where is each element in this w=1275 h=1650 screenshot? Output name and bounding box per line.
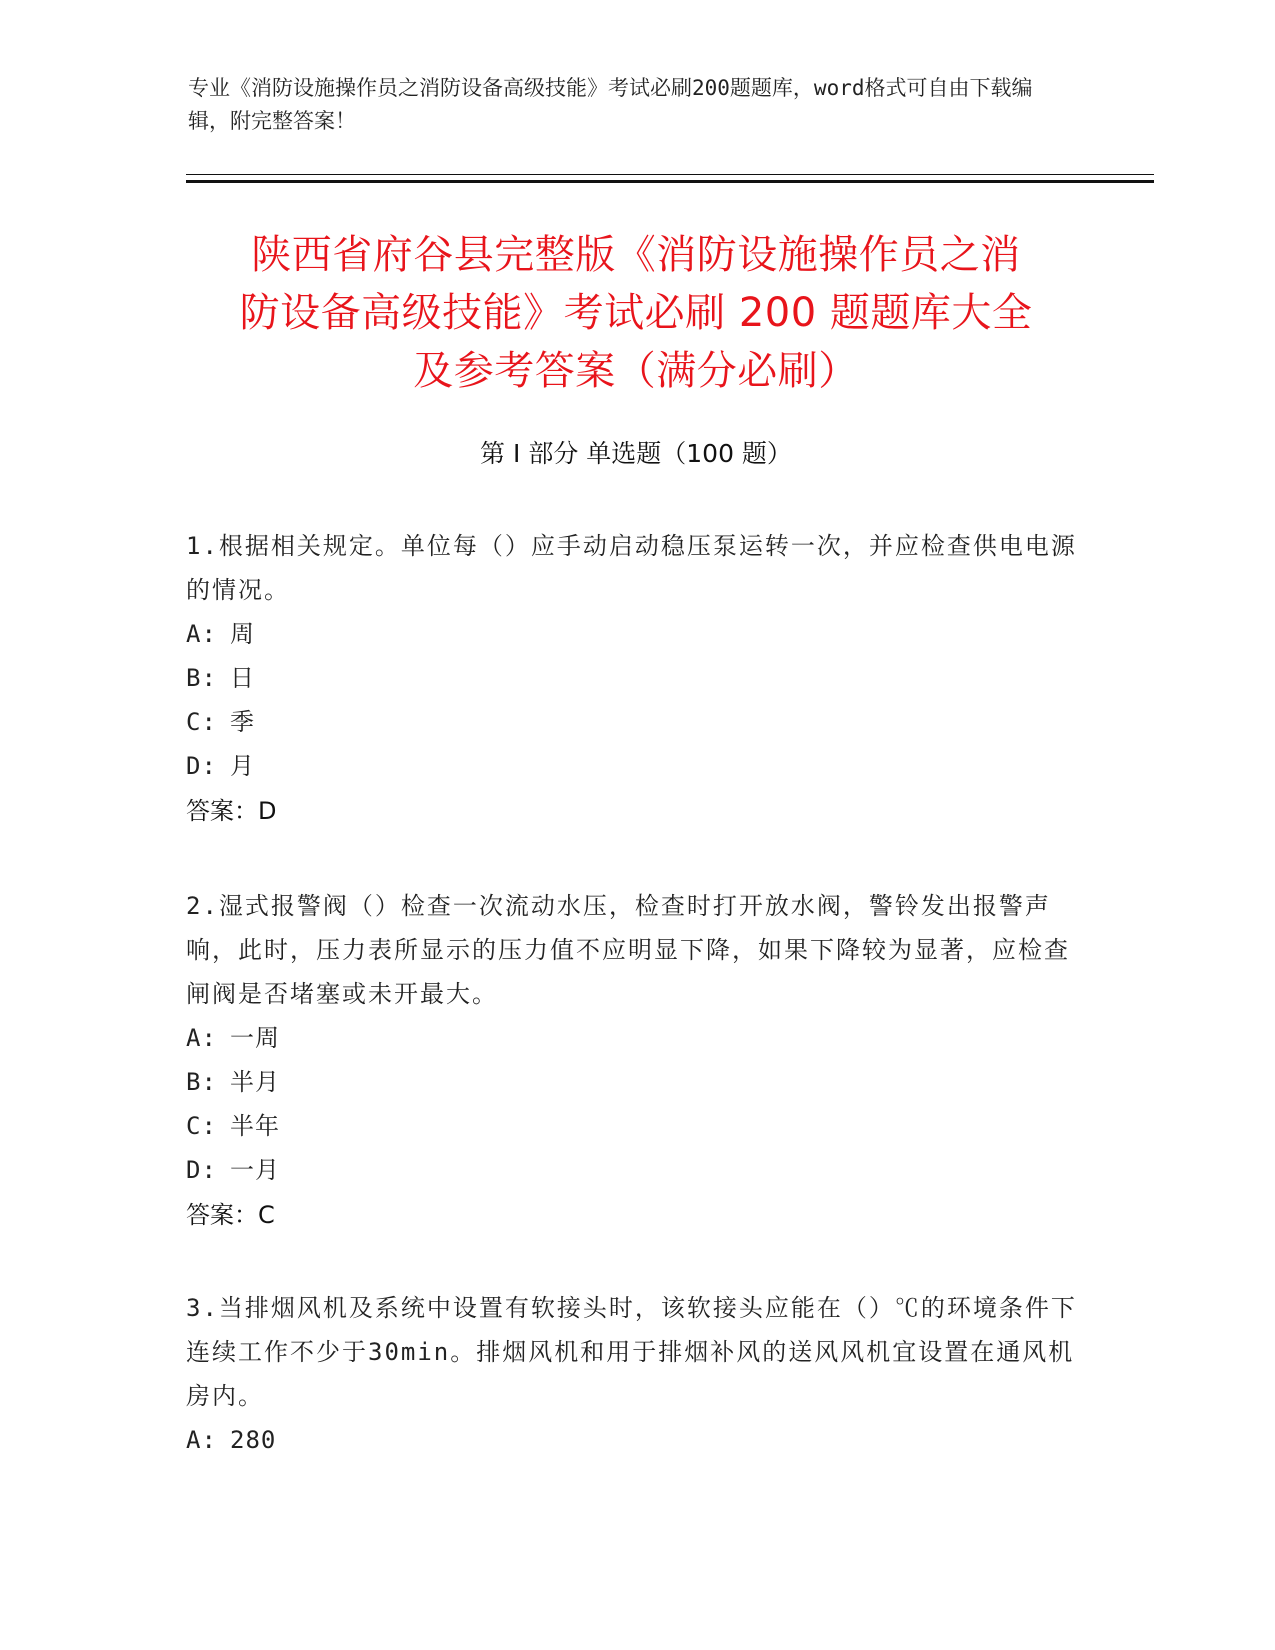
question-2: [186, 884, 1086, 1238]
option-letter: B:: [186, 1068, 217, 1096]
option-b: [186, 1060, 1086, 1104]
option-text: 月: [230, 752, 255, 780]
option-text: 一周: [230, 1024, 280, 1052]
option-a: [186, 1418, 1086, 1462]
option-text: 季: [230, 708, 255, 736]
option-letter: D:: [186, 752, 217, 780]
option-b: [186, 656, 1086, 700]
question-stem: 2.湿式报警阀（）检查一次流动水压，检查时打开放水阀，警铃发出报警声响，此时，压力表所显示的压力值不应明显下降，如果下降较为显著，应检查闸阀是否堵塞或未开最大。: [186, 892, 1070, 1008]
document-title-line-2: 防设备高级技能》考试必刷 200 题题库大全: [239, 290, 1033, 336]
option-a: [186, 612, 1086, 656]
option-c: [186, 1104, 1086, 1148]
header-rule-thick: [186, 180, 1154, 183]
option-text: 280: [230, 1426, 277, 1454]
document-title-line-1: 陕西省府谷县完整版《消防设施操作员之消: [251, 232, 1021, 278]
option-letter: A:: [186, 620, 217, 648]
option-c: [186, 700, 1086, 744]
option-text: 日: [230, 664, 255, 692]
option-letter: A:: [186, 1024, 217, 1052]
option-letter: C:: [186, 708, 217, 736]
document-title: [186, 226, 1086, 400]
option-text: 一月: [230, 1156, 280, 1184]
question-stem: 3.当排烟风机及系统中设置有软接头时，该软接头应能在（）℃的环境条件下连续工作不少于30min。排烟风机和用于排烟补风的送风风机宜设置在通风机房内。: [186, 1294, 1077, 1410]
option-text: 半月: [230, 1068, 280, 1096]
option-text: 周: [230, 620, 255, 648]
option-letter: A:: [186, 1426, 217, 1454]
header-note: 专业《消防设施操作员之消防设备高级技能》考试必刷200题题库，word格式可自由下载编辑，附完整答案！: [188, 76, 1033, 133]
option-a: [186, 1016, 1086, 1060]
answer-line: 答案：D: [186, 797, 277, 825]
answer-line: 答案：C: [186, 1201, 275, 1229]
option-d: [186, 744, 1086, 788]
option-text: 半年: [230, 1112, 280, 1140]
document-title-line-3: 及参考答案（满分必刷）: [413, 348, 859, 394]
option-d: [186, 1148, 1086, 1192]
option-letter: B:: [186, 664, 217, 692]
option-letter: C:: [186, 1112, 217, 1140]
question-stem: 1.根据相关规定。单位每（）应手动启动稳压泵运转一次，并应检查供电电源的情况。: [186, 532, 1077, 604]
question-1: [186, 524, 1086, 834]
section-heading: 第 I 部分 单选题（100 题）: [480, 439, 792, 468]
header-rule-thin: [186, 174, 1154, 175]
option-letter: D:: [186, 1156, 217, 1184]
question-3: [186, 1286, 1086, 1462]
